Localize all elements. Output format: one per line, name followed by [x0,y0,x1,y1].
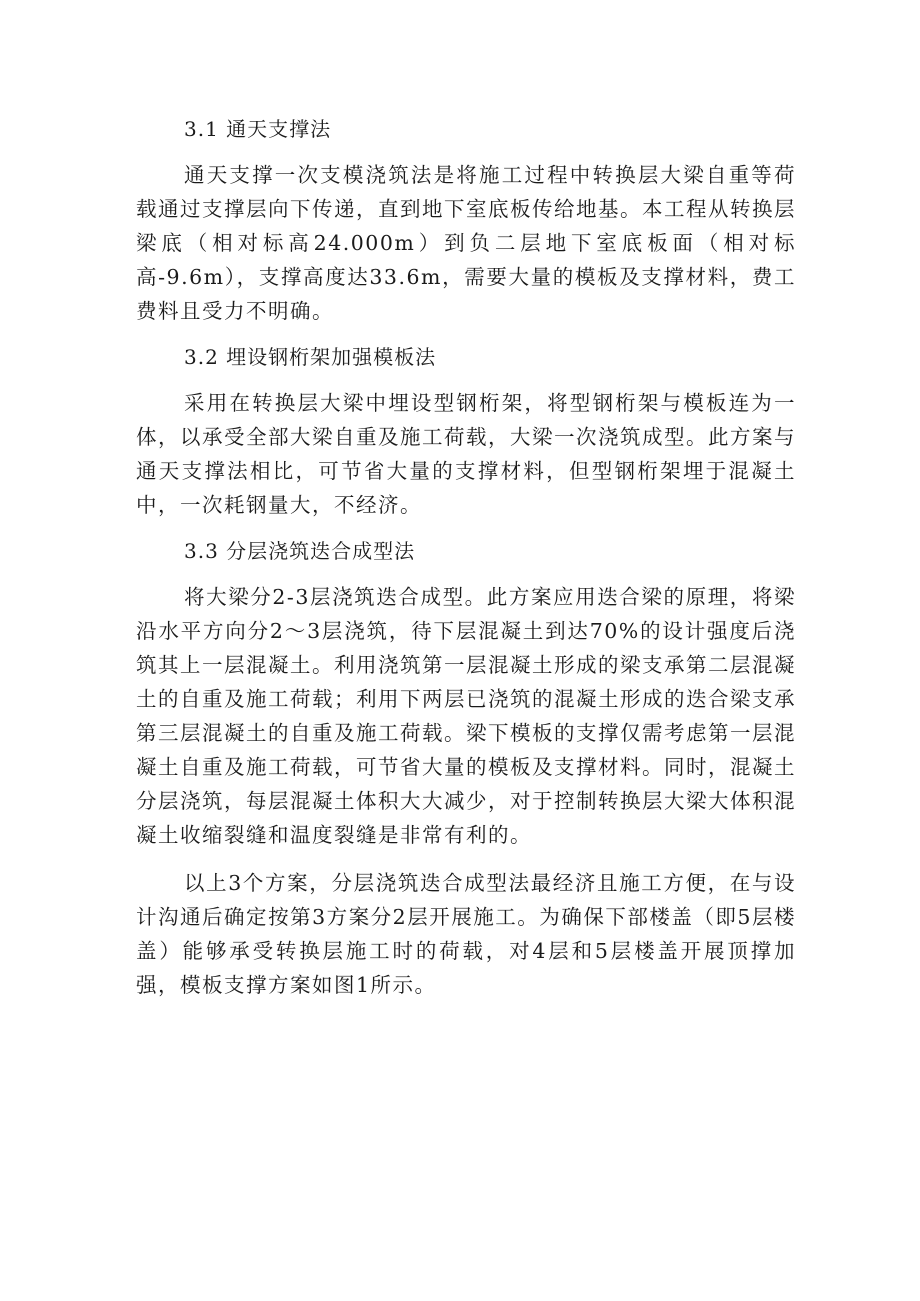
section-heading-3-2: 3.2 埋设钢桁架加强模板法 [184,345,437,369]
section-body-3-3: 将大梁分2-3层浇筑迭合成型。此方案应用迭合梁的原理，将梁沿水平方向分2～3层浇筑，待下层混凝土到达70%的设计强度后浇筑其上一层混凝土。利用浇筑第一层混凝土形成的梁支承第二层混凝土的自重及施工荷载；利用下两层已浇筑的混凝土形成的迭合梁支承第三层混凝土的自重及施工荷载。梁下模板的支撑仅需考虑第一层混凝土自重及施工荷载，可节省大量的模板及支撑材料。同时，混凝土分层浇筑，每层混凝土体积大大减少，对于控制转换层大梁大体积混凝土收缩裂缝和温度裂缝是非常有利的。 [136,585,796,847]
section-heading-3-1: 3.1 通天支撑法 [184,117,332,141]
document-page [136,112,796,1014]
section-body-3-2: 采用在转换层大梁中埋设型钢桁架，将型钢桁架与模板连为一体，以承受全部大梁自重及施工荷载，大梁一次浇筑成型。此方案与通天支撑法相比，可节省大量的支撑材料，但型钢桁架埋于混凝土中，一次耗钢量大，不经济。 [136,391,796,517]
section-body-3-1: 通天支撑一次支模浇筑法是将施工过程中转换层大梁自重等荷载通过支撑层向下传递，直到地下室底板传给地基。本工程从转换层梁底（相对标高24.000m）到负二层地下室底板面（相对标高-9.6m），支撑高度达33.6m，需要大量的模板及支撑材料，费工费料且受力不明确。 [136,163,796,323]
conclusion-paragraph: 以上3个方案，分层浇筑迭合成型法最经济且施工方便，在与设计沟通后确定按第3方案分2层开展施工。为确保下部楼盖（即5层楼盖）能够承受转换层施工时的荷载，对4层和5层楼盖开展顶撑加强，模板支撑方案如图1所示。 [136,871,796,997]
section-heading-3-3: 3.3 分层浇筑迭合成型法 [184,539,416,563]
